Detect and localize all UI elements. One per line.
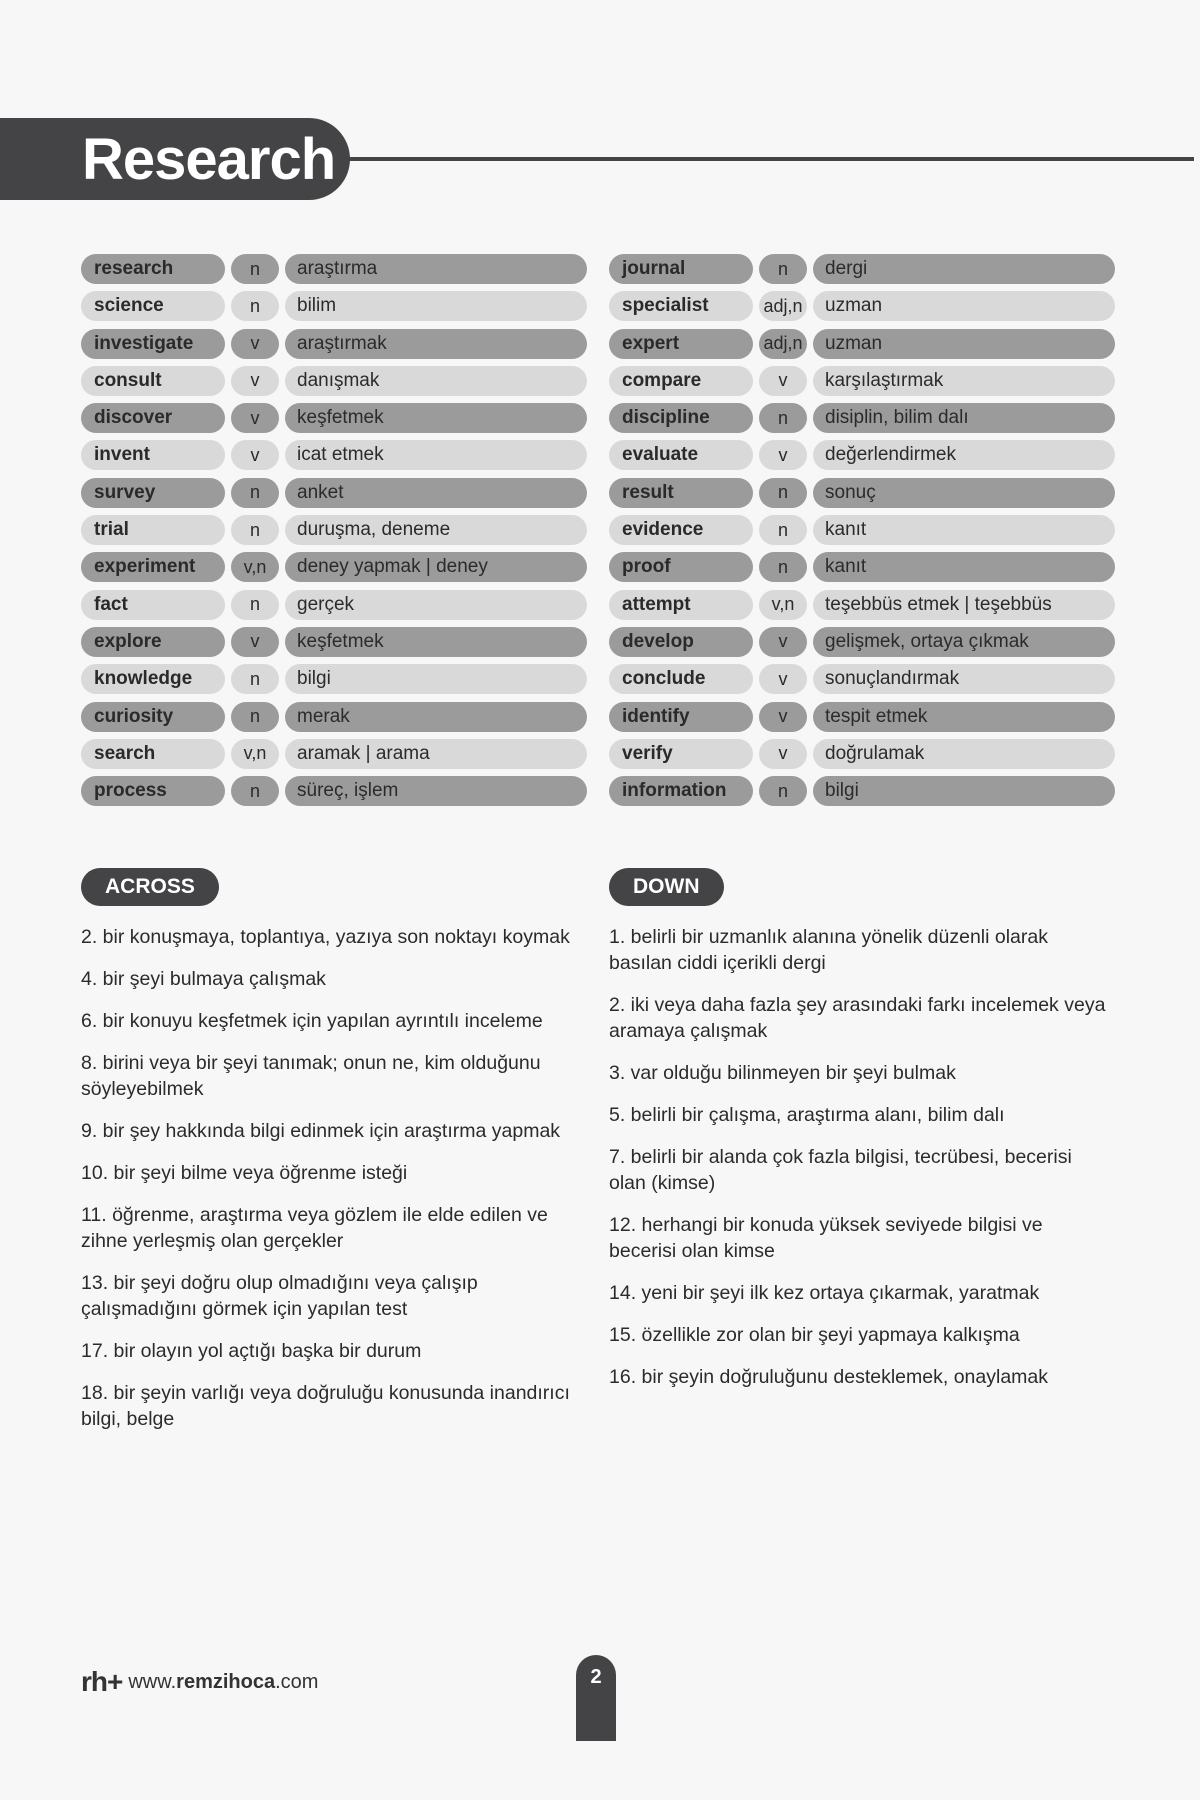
vocab-row [81, 440, 587, 470]
title-banner [0, 118, 350, 200]
vocab-translation: gerçek [285, 590, 587, 620]
down-clue: 5. belirli bir çalışma, araştırma alanı, bilim dalı [609, 1104, 1005, 1126]
vocab-word: information [609, 776, 753, 806]
across-clue: 9. bir şey hakkında bilgi edinmek için araştırma yapmak [81, 1120, 561, 1142]
vocab-word: result [609, 478, 753, 508]
vocab-word: explore [81, 627, 225, 657]
vocab-row [81, 254, 587, 284]
vocab-row [81, 702, 587, 732]
vocab-row [609, 664, 1115, 694]
vocab-pos: v [231, 440, 279, 470]
vocab-word: proof [609, 552, 753, 582]
across-header: ACROSS [81, 868, 219, 906]
vocab-translation: değerlendirmek [813, 440, 1115, 470]
page-number: 2 [576, 1655, 616, 1741]
across-clue: 17. bir olayın yol açtığı başka bir durum [81, 1340, 422, 1362]
vocab-pos: n [231, 254, 279, 284]
vocab-translation: icat etmek [285, 440, 587, 470]
vocab-translation: uzman [813, 329, 1115, 359]
page-title: Research [82, 126, 336, 192]
vocab-translation: deney yapmak | deney [285, 552, 587, 582]
vocab-pos: v [759, 664, 807, 694]
vocab-pos: v [231, 403, 279, 433]
vocab-row [609, 478, 1115, 508]
vocab-translation: teşebbüs etmek | teşebbüs [813, 590, 1115, 620]
vocab-pos: n [231, 590, 279, 620]
across-section [81, 868, 581, 1448]
vocab-translation: doğrulamak [813, 739, 1115, 769]
vocab-word: develop [609, 627, 753, 657]
down-clue: 3. var olduğu bilinmeyen bir şeyi bulmak [609, 1062, 956, 1084]
vocab-pos: v,n [231, 552, 279, 582]
vocab-row [609, 776, 1115, 806]
vocab-word: consult [81, 366, 225, 396]
vocab-translation: anket [285, 478, 587, 508]
down-header: DOWN [609, 868, 724, 906]
vocab-word: science [81, 291, 225, 321]
vocab-pos: n [231, 515, 279, 545]
vocab-row [81, 739, 587, 769]
vocab-translation: bilgi [813, 776, 1115, 806]
vocab-row [81, 776, 587, 806]
vocab-row [609, 329, 1115, 359]
vocab-translation: merak [285, 702, 587, 732]
vocab-translation: disiplin, bilim dalı [813, 403, 1115, 433]
vocab-translation: danışmak [285, 366, 587, 396]
vocab-word: attempt [609, 590, 753, 620]
vocab-pos: n [759, 254, 807, 284]
vocab-word: invent [81, 440, 225, 470]
vocab-row [609, 739, 1115, 769]
vocab-pos: n [231, 776, 279, 806]
website-link[interactable] [128, 1671, 318, 1694]
across-clue: 2. bir konuşmaya, toplantıya, yazıya son noktayı koymak [81, 926, 570, 948]
down-section [609, 868, 1114, 1406]
down-clue: 1. belirli bir uzmanlık alanına yönelik düzenli olarak basılan ciddi içerikli dergi [609, 926, 1048, 974]
vocab-translation: araştırmak [285, 329, 587, 359]
vocab-word: conclude [609, 664, 753, 694]
vocab-pos: n [759, 552, 807, 582]
vocab-translation: araştırma [285, 254, 587, 284]
title-rule [348, 157, 1194, 161]
vocab-translation: keşfetmek [285, 627, 587, 657]
vocab-translation: tespit etmek [813, 702, 1115, 732]
vocab-word: discipline [609, 403, 753, 433]
vocab-translation: süreç, işlem [285, 776, 587, 806]
vocab-row [609, 702, 1115, 732]
vocab-pos: adj,n [759, 291, 807, 321]
vocab-word: specialist [609, 291, 753, 321]
vocab-row [81, 627, 587, 657]
vocab-pos: v [231, 329, 279, 359]
across-clue: 6. bir konuyu keşfetmek için yapılan ayrıntılı inceleme [81, 1010, 543, 1032]
brand-logo: rh+ [81, 1666, 123, 1697]
vocab-row [81, 590, 587, 620]
vocab-row [81, 664, 587, 694]
vocab-table-right [609, 254, 1115, 813]
across-clue: 18. bir şeyin varlığı veya doğruluğu konusunda inandırıcı bilgi, belge [81, 1382, 570, 1430]
vocab-row [81, 552, 587, 582]
vocab-pos: v [231, 627, 279, 657]
vocab-translation: kanıt [813, 552, 1115, 582]
footer-brand [81, 1666, 318, 1698]
vocab-word: verify [609, 739, 753, 769]
vocab-translation: bilgi [285, 664, 587, 694]
vocab-row [81, 515, 587, 545]
vocab-word: curiosity [81, 702, 225, 732]
vocab-word: journal [609, 254, 753, 284]
down-clue: 14. yeni bir şeyi ilk kez ortaya çıkarmak, yaratmak [609, 1282, 1040, 1304]
vocab-word: evaluate [609, 440, 753, 470]
vocab-row [609, 254, 1115, 284]
across-clue-list [81, 924, 581, 1432]
vocab-pos: v [759, 366, 807, 396]
vocab-pos: v [759, 739, 807, 769]
down-clue: 2. iki veya daha fazla şey arasındaki farkı incelemek veya aramaya çalışmak [609, 994, 1106, 1042]
vocab-translation: sonuç [813, 478, 1115, 508]
vocab-word: expert [609, 329, 753, 359]
vocab-word: trial [81, 515, 225, 545]
vocab-pos: v [759, 702, 807, 732]
vocab-word: process [81, 776, 225, 806]
vocab-pos: n [231, 664, 279, 694]
vocab-row [609, 515, 1115, 545]
across-clue: 4. bir şeyi bulmaya çalışmak [81, 968, 326, 990]
vocab-row [609, 403, 1115, 433]
vocab-row [81, 403, 587, 433]
vocab-pos: n [759, 776, 807, 806]
vocab-row [609, 590, 1115, 620]
vocab-translation: gelişmek, ortaya çıkmak [813, 627, 1115, 657]
vocab-word: research [81, 254, 225, 284]
site-name: remzihoca [176, 1670, 276, 1693]
vocab-translation: bilim [285, 291, 587, 321]
vocab-row [609, 440, 1115, 470]
vocab-pos: v,n [231, 739, 279, 769]
vocab-translation: karşılaştırmak [813, 366, 1115, 396]
vocab-pos: n [231, 291, 279, 321]
vocab-word: survey [81, 478, 225, 508]
down-clue-list [609, 924, 1114, 1390]
site-prefix: www. [128, 1670, 177, 1693]
site-suffix: .com [275, 1670, 319, 1693]
down-clue: 15. özellikle zor olan bir şeyi yapmaya kalkışma [609, 1324, 1020, 1346]
vocab-word: experiment [81, 552, 225, 582]
vocab-pos: n [231, 702, 279, 732]
vocab-word: compare [609, 366, 753, 396]
vocab-word: evidence [609, 515, 753, 545]
vocab-word: knowledge [81, 664, 225, 694]
vocab-row [609, 552, 1115, 582]
vocab-translation: aramak | arama [285, 739, 587, 769]
vocab-word: search [81, 739, 225, 769]
vocab-translation: keşfetmek [285, 403, 587, 433]
vocab-table-left [81, 254, 587, 813]
across-clue: 11. öğrenme, araştırma veya gözlem ile elde edilen ve zihne yerleşmiş olan gerçekler [81, 1204, 548, 1252]
vocab-pos: v [759, 627, 807, 657]
vocab-word: fact [81, 590, 225, 620]
across-clue: 10. bir şeyi bilme veya öğrenme isteği [81, 1162, 408, 1184]
vocab-row [81, 329, 587, 359]
vocab-row [81, 366, 587, 396]
vocab-translation: uzman [813, 291, 1115, 321]
vocab-translation: kanıt [813, 515, 1115, 545]
across-clue: 13. bir şeyi doğru olup olmadığını veya çalışıp çalışmadığını görmek için yapılan test [81, 1272, 478, 1320]
vocab-pos: v [231, 366, 279, 396]
vocab-row [609, 627, 1115, 657]
vocab-row [609, 366, 1115, 396]
down-clue: 12. herhangi bir konuda yüksek seviyede bilgisi ve becerisi olan kimse [609, 1214, 1043, 1262]
vocab-pos: n [759, 515, 807, 545]
vocab-translation: sonuçlandırmak [813, 664, 1115, 694]
vocab-row [81, 478, 587, 508]
vocab-pos: adj,n [759, 329, 807, 359]
across-clue: 8. birini veya bir şeyi tanımak; onun ne, kim olduğunu söyleyebilmek [81, 1052, 541, 1100]
vocab-pos: n [759, 403, 807, 433]
vocab-translation: duruşma, deneme [285, 515, 587, 545]
vocab-pos: n [231, 478, 279, 508]
vocab-word: discover [81, 403, 225, 433]
vocab-row [81, 291, 587, 321]
vocab-translation: dergi [813, 254, 1115, 284]
vocab-pos: v [759, 440, 807, 470]
down-clue: 7. belirli bir alanda çok fazla bilgisi, tecrübesi, becerisi olan (kimse) [609, 1146, 1072, 1194]
vocab-row [609, 291, 1115, 321]
vocab-word: identify [609, 702, 753, 732]
vocab-word: investigate [81, 329, 225, 359]
down-clue: 16. bir şeyin doğruluğunu desteklemek, onaylamak [609, 1366, 1049, 1388]
vocab-pos: v,n [759, 590, 807, 620]
vocab-pos: n [759, 478, 807, 508]
